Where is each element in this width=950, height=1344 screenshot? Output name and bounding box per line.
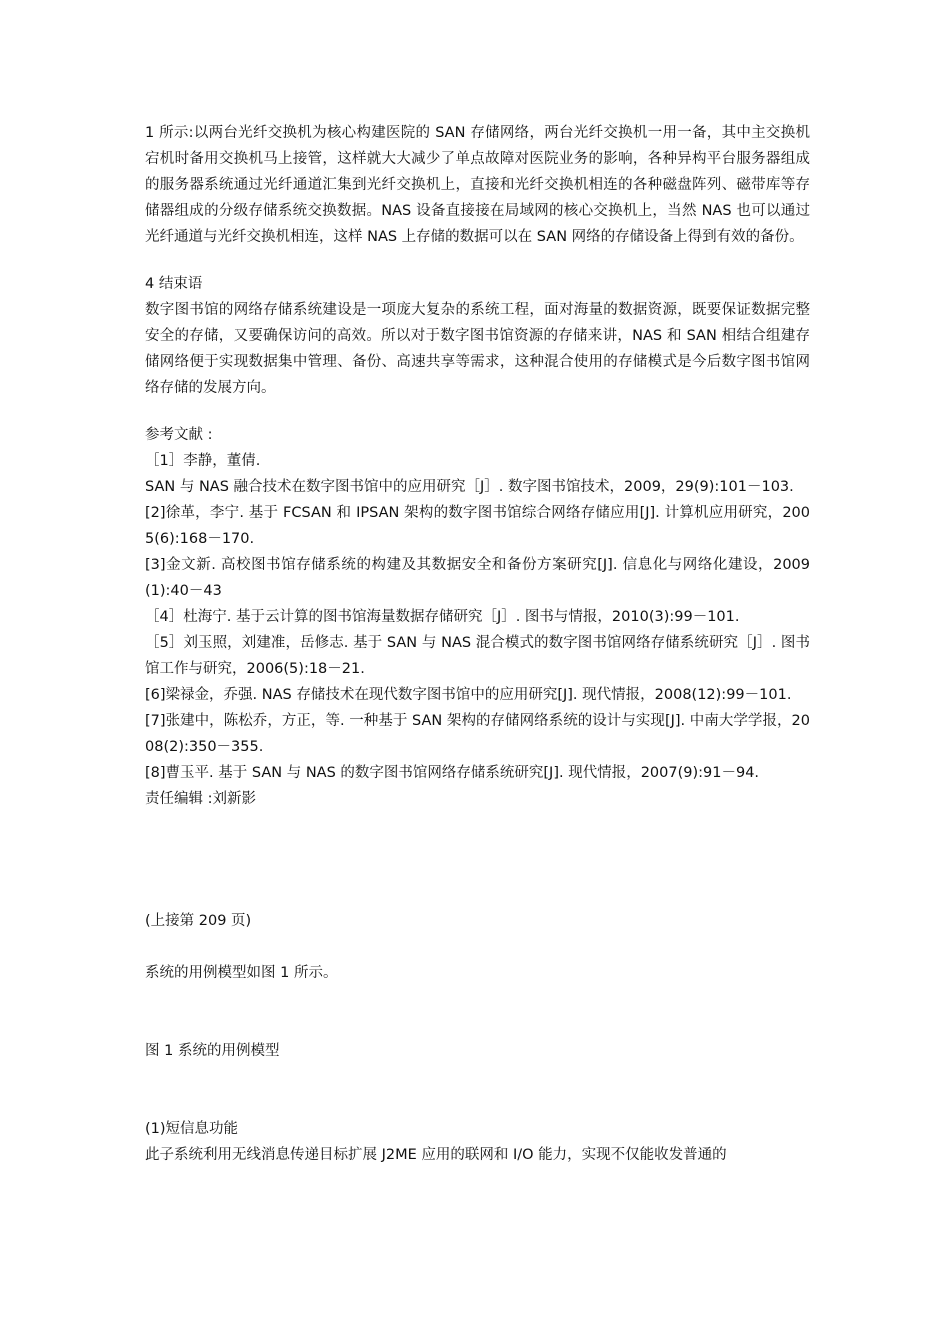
conclusion-body: 数字图书馆的网络存储系统建设是一项庞大复杂的系统工程，面对海量的数据资源，既要保证数据完整安全的存储，又要确保访问的高效。所以对于数字图书馆资源的存储来讲，NAS 和 SAN 相结合组建存储网络便于实现数据集中管理、备份、高速共享等需求，这种混合使用的存储模式是今后数字图书馆网络存储的发展方向。: [145, 302, 810, 396]
reference-item: ［4］杜海宁. 基于云计算的图书馆海量数据存储研究［J］. 图书与情报，2010(3):99－101.: [145, 609, 740, 625]
reference-item: [3]金文新. 高校图书馆存储系统的构建及其数据安全和备份方案研究[J]. 信息化与网络化建设，2009(1):40－43: [145, 557, 810, 599]
reference-item: ［5］刘玉照，刘建准，岳修志. 基于 SAN 与 NAS 混合模式的数字图书馆网络存储系统研究［J］. 图书馆工作与研究，2006(5):18－21.: [145, 635, 810, 677]
reference-item: [2]徐革，李宁. 基于 FCSAN 和 IPSAN 架构的数字图书馆综合网络存储应用[J]. 计算机应用研究，2005(6):168－170.: [145, 505, 810, 547]
sms-heading: (1)短信息功能: [145, 1121, 239, 1137]
reference-item: SAN 与 NAS 融合技术在数字图书馆中的应用研究［J］. 数字图书馆技术，2009，29(9):101－103.: [145, 479, 794, 495]
continuation-note: (上接第 209 页): [145, 913, 252, 929]
intro-paragraph: 1 所示:以两台光纤交换机为核心构建医院的 SAN 存储网络，两台光纤交换机一用一备，其中主交换机宕机时备用交换机马上接管，这样就大大减少了单点故障对医院业务的影响，各种异构平台服务器组成的服务器系统通过光纤通道汇集到光纤交换机上，直接和光纤交换机相连的各种磁盘阵列、磁带库等存储器组成的分级存储系统交换数据。NAS 设备直接接在局域网的核心交换机上，当然 NAS 也可以通过光纤通道与光纤交换机相连，这样 NAS 上存储的数据可以在 SAN 网络的存储设备上得到有效的备份。: [145, 125, 810, 245]
sms-body: 此子系统利用无线消息传递目标扩展 J2ME 应用的联网和 I/O 能力，实现不仅能收发普通的: [145, 1147, 727, 1163]
reference-item: [8]曹玉平. 基于 SAN 与 NAS 的数字图书馆网络存储系统研究[J]. 现代情报，2007(9):91－94.: [145, 765, 760, 781]
document-page: [145, 120, 810, 1168]
reference-item: [6]梁禄金，乔强. NAS 存储技术在现代数字图书馆中的应用研究[J]. 现代情报，2008(12):99－101.: [145, 687, 792, 703]
references-heading: 参考文献 :: [145, 427, 213, 443]
conclusion-heading: 4 结束语: [145, 276, 203, 292]
editor-credit: 责任编辑 :刘新影: [145, 791, 256, 807]
reference-item: [7]张建中，陈松乔，方正，等. 一种基于 SAN 架构的存储网络系统的设计与实现[J]. 中南大学学报，2008(2):350－355.: [145, 713, 810, 755]
figure-caption: 图 1 系统的用例模型: [145, 1043, 280, 1059]
references-list: [145, 448, 810, 786]
use-case-text: 系统的用例模型如图 1 所示。: [145, 965, 338, 981]
reference-item: ［1］李静，董倩.: [145, 453, 261, 469]
